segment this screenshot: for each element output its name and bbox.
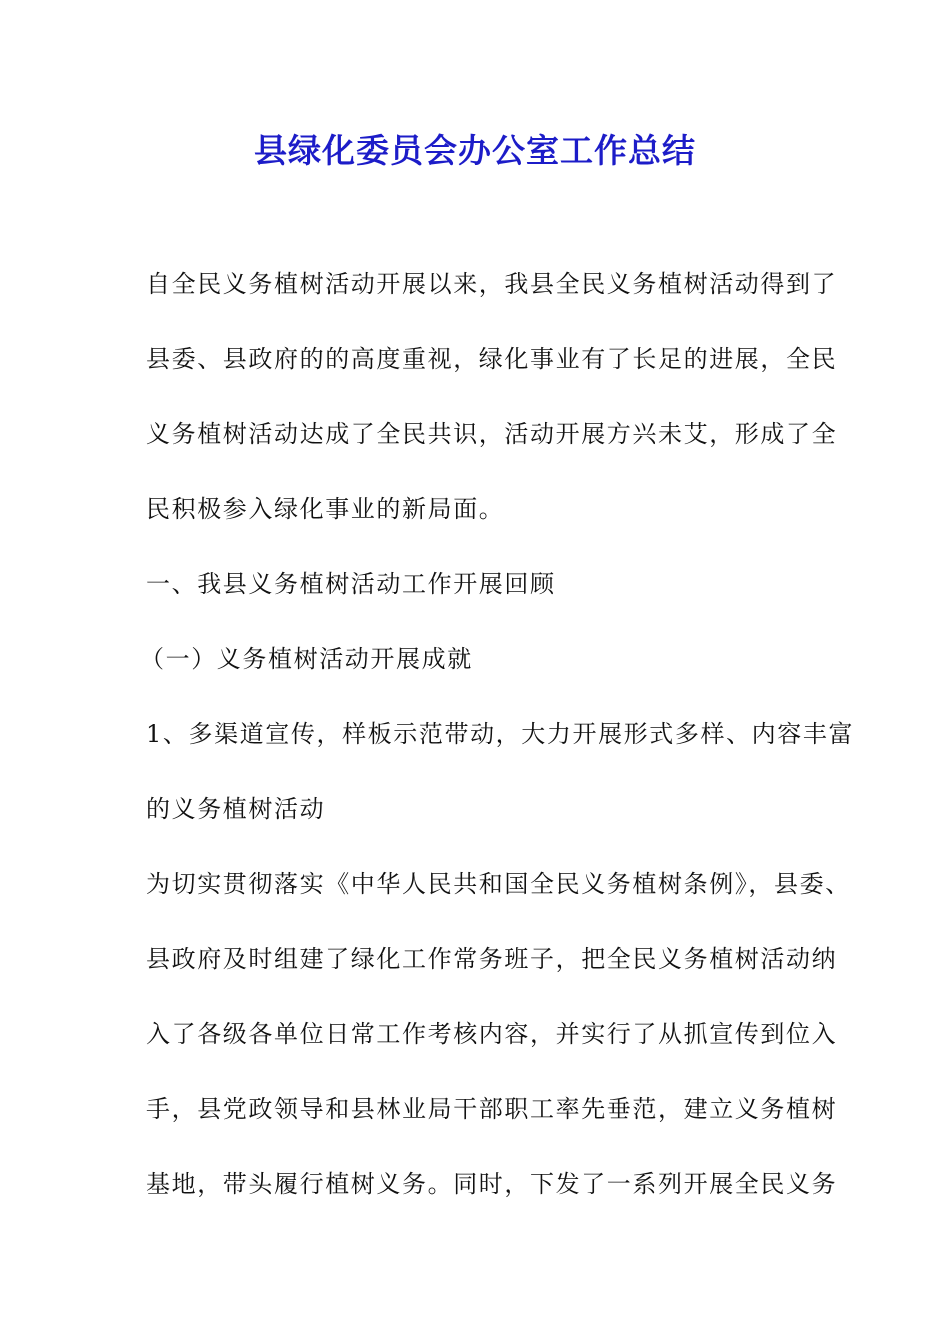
paragraph-line: 自全民义务植树活动开展以来，我县全民义务植树活动得到了: [146, 270, 838, 298]
paragraph-line: 县政府及时组建了绿化工作常务班子，把全民义务植树活动纳: [146, 945, 838, 973]
document-title: 县绿化委员会办公室工作总结: [254, 131, 696, 170]
subsection-heading: （一）义务植树活动开展成就: [140, 645, 473, 673]
paragraph-line: 手，县党政领导和县林业局干部职工率先垂范，建立义务植树: [146, 1095, 838, 1123]
paragraph-line: 县委、县政府的的高度重视，绿化事业有了长足的进展，全民: [146, 345, 838, 373]
paragraph-line: 基地，带头履行植树义务。同时，下发了一系列开展全民义务: [146, 1170, 838, 1198]
paragraph-line: 入了各级各单位日常工作考核内容，并实行了从抓宣传到位入: [146, 1020, 838, 1048]
section-heading: 一、我县义务植树活动工作开展回顾: [146, 570, 556, 598]
item-heading-continued: 的义务植树活动: [146, 795, 326, 823]
paragraph-line: 义务植树活动达成了全民共识，活动开展方兴未艾，形成了全: [146, 420, 838, 448]
item-heading: 1、多渠道宣传，样板示范带动，大力开展形式多样、内容丰富: [146, 720, 855, 748]
paragraph-line: 民积极参入绿化事业的新局面。: [146, 495, 505, 523]
paragraph-line: 为切实贯彻落实《中华人民共和国全民义务植树条例》，县委、: [146, 870, 851, 898]
